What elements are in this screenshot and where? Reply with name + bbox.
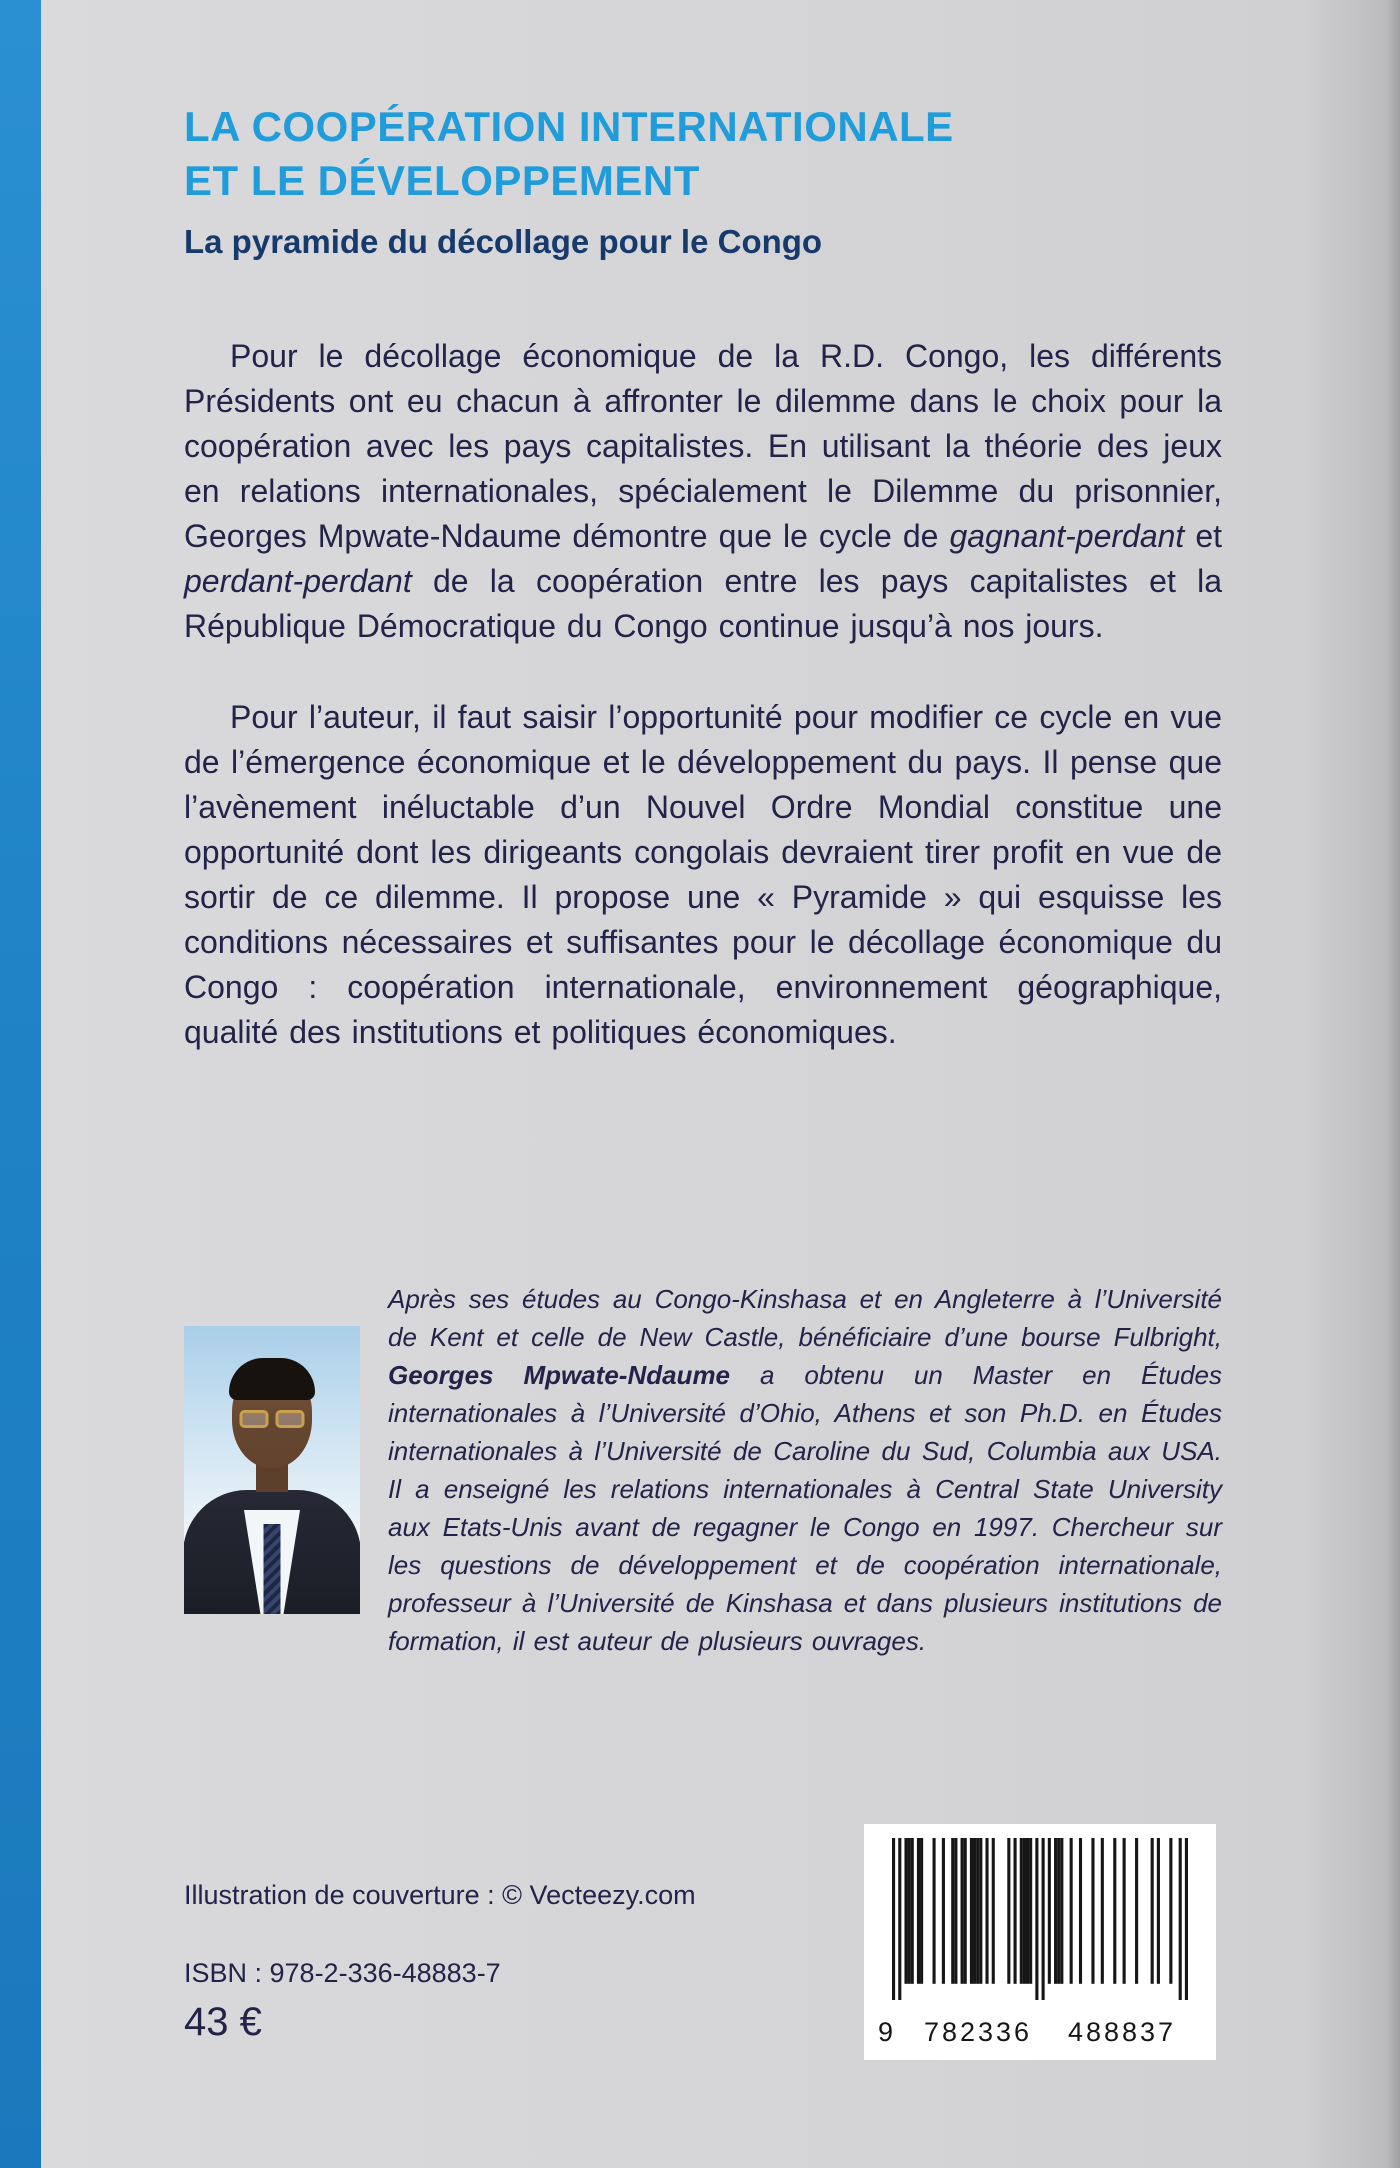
text-segment: Après ses études au Congo-Kinshasa et en Angleterre à l’Université de Kent et celle de New Castle, bénéficiaire d’une bourse Fulbright, <box>388 1284 1222 1352</box>
barcode-digit-group: 782336 <box>923 2017 1033 2047</box>
book-title-line-1: LA COOPÉRATION INTERNATIONALE <box>184 103 954 150</box>
synopsis-paragraph-2: Pour l’auteur, il faut saisir l’opportunité pour modifier ce cycle en vue de l’émergence économique et le développement du pays. Il pense que l’avènement inéluctable d’un Nouvel Ordre Mondial constitue une opportunité dont les dirigeants congolais devraient tirer profit en vue de sortir de ce dilemme. Il propose une « Pyramide » qui esquisse les conditions nécessaires et suffisantes pour le décollage économique du Congo : coopération internationale, environnement géographique, qualité des institutions et politiques économiques. <box>184 699 1222 1050</box>
price-text: 43 € <box>184 2000 262 2044</box>
text-segment: Georges Mpwate-Ndaume <box>388 1360 731 1390</box>
book-subtitle: La pyramide du décollage pour le Congo <box>184 223 823 260</box>
synopsis <box>184 334 1222 1055</box>
text-segment: a obtenu un Master en Études internationales à l’Université d’Ohio, Athens et son Ph.D. en Études internationales à l’Université de Caroline du Sud, Columbia aux USA. Il a enseigné les relations internationales à Central State University aux Etats-Unis avant de regagner le Congo en 1997. Chercheur sur les questions de développement et de coopération internationale, professeur à l’Université de Kinshasa et dans plusieurs institutions de formation, il est auteur de plusieurs ouvrages. <box>388 1360 1222 1656</box>
author-bio-section <box>184 1280 1222 1660</box>
barcode-digit-group: 9 <box>878 2017 897 2047</box>
photo-art-hair <box>229 1358 315 1400</box>
barcode <box>864 1824 1216 2060</box>
isbn-text: ISBN : 978-2-336-48883-7 <box>184 1958 501 1988</box>
photo-art-glasses <box>240 1410 305 1428</box>
barcode-digit-group: 488837 <box>1067 2017 1177 2047</box>
text-segment: perdant-perdant <box>184 563 412 599</box>
text-segment: et <box>1184 518 1223 554</box>
author-photo <box>184 1326 360 1614</box>
text-segment: gagnant-perdant <box>949 518 1185 554</box>
text-segment: de la coopération entre les pays capitalistes et la République Démocratique du Congo continue jusqu’à nos jours. <box>184 563 1222 644</box>
text-segment: Pour le décollage économique de la R.D. Congo, les différents Présidents ont eu chacun à affronter le dilemme dans le choix pour la coopération avec les pays capitalistes. En utilisant la théorie des jeux en relations internationales, spécialement le Dilemme du prisonnier, Georges Mpwate-Ndaume démontre que le cycle de <box>184 338 1222 554</box>
spine-strip <box>0 0 41 2168</box>
photo-art-tie <box>264 1524 281 1614</box>
header <box>184 100 1224 262</box>
book-title-line-2: ET LE DÉVELOPPEMENT <box>184 157 700 204</box>
illustration-credit: Illustration de couverture : © Vecteezy.com <box>184 1880 696 1910</box>
synopsis-paragraph-1 <box>184 334 1222 649</box>
barcode-number <box>878 2017 1194 2048</box>
author-bio-text <box>388 1280 1222 1660</box>
barcode-bars <box>892 1838 1188 2000</box>
